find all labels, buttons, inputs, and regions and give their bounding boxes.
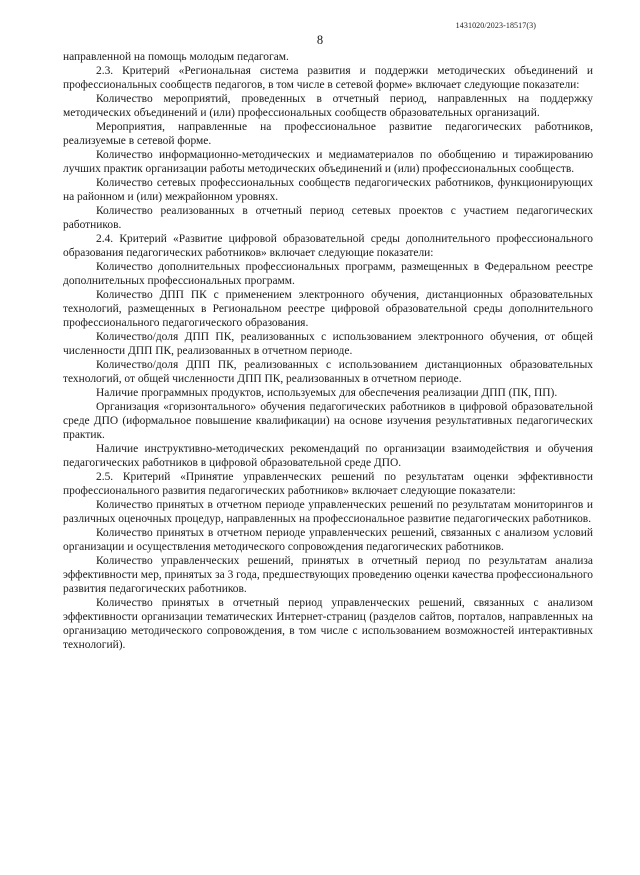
indicator-paragraph: Количество ДПП ПК с применением электронного обучения, дистанционных образовательных технологий, размещенных в Региональном реестре цифровой образовательной среды дополнительного профессионального педагогического образования. <box>63 289 593 329</box>
indicator-paragraph: Количество мероприятий, проведенных в отчетный период, направленных на поддержку методических объединений и (или) профессиональных сообществ образовательных организаций. <box>63 93 593 119</box>
indicator-paragraph: Организация «горизонтального» обучения педагогических работников в цифровой образовательной среде ДПО (иформальное повышение квалификации) на основе изучения результативных педагогических практик. <box>63 401 593 441</box>
indicator-paragraph: Количество дополнительных профессиональных программ, размещенных в Федеральном реестре дополнительных профессиональных программ. <box>63 261 593 287</box>
indicator-paragraph: Наличие инструктивно-методических рекомендаций по организации взаимодействия и обучения педагогических работников в цифровой образовательной среде ДПО. <box>63 443 593 469</box>
indicator-paragraph: Количество сетевых профессиональных сообществ педагогических работников, функционирующих на районном и (или) межрайонном уровнях. <box>63 177 593 203</box>
indicator-paragraph: Количество реализованных в отчетный период сетевых проектов с участием педагогических работников. <box>63 205 593 231</box>
criterion-2-4-heading: 2.4. Критерий «Развитие цифровой образовательной среды дополнительного профессионального образования педагогических работников» включает следующие показатели: <box>63 233 593 259</box>
criterion-2-3-heading: 2.3. Критерий «Региональная система развития и поддержки методических объединений и профессиональных сообществ педагогов, в том числе в сетевой форме» включает следующие показатели: <box>63 65 593 91</box>
indicator-paragraph: Количество принятых в отчетный период управленческих решений, связанных с анализом эффективности организации тематических Интернет-страниц (разделов сайтов, порталов, направленных на организацию методического сопровождения, в том числе с использованием возможностей интерактивных технологий). <box>63 597 593 651</box>
indicator-paragraph: Мероприятия, направленные на профессиональное развитие педагогических работников, реализуемые в сетевой форме. <box>63 121 593 147</box>
indicator-paragraph: Количество принятых в отчетном периоде управленческих решений, связанных с анализом условий организации и осуществления методического сопровождения педагогических работников. <box>63 527 593 553</box>
indicator-paragraph: Количество/доля ДПП ПК, реализованных с использованием дистанционных образовательных технологий, от общей численности ДПП ПК, реализованных в отчетном периоде. <box>63 359 593 385</box>
paragraph-continuation: направленной на помощь молодым педагогам. <box>63 51 289 63</box>
criterion-2-5-heading: 2.5. Критерий «Принятие управленческих решений по результатам оценки эффективности профессионального развития педагогических работников» включает следующие показатели: <box>63 471 593 497</box>
indicator-paragraph: Наличие программных продуктов, используемых для обеспечения реализации ДПП (ПК, ПП). <box>96 387 558 399</box>
indicator-paragraph: Количество/доля ДПП ПК, реализованных с использованием электронного обучения, от общей численности ДПП ПК, реализованных в отчетном периоде. <box>63 331 593 357</box>
indicator-paragraph: Количество принятых в отчетном периоде управленческих решений по результатам мониторингов и различных оценочных процедур, направленных на профессиональное развитие педагогических работников. <box>63 499 593 525</box>
document-registration-number: 1431020/2023-18517(3) <box>455 21 536 30</box>
page-number: 8 <box>316 33 324 47</box>
document-body <box>63 50 593 652</box>
indicator-paragraph: Количество информационно-методических и медиаматериалов по обобщению и тиражированию лучших практик организации работы методических объединений и (или) профессиональных сообществ. <box>63 149 593 175</box>
indicator-paragraph: Количество управленческих решений, принятых в отчетный период по результатам анализа эффективности мер, принятых за 3 года, предшествующих проведению оценки качества профессионального развития педагогических работников. <box>63 555 593 595</box>
